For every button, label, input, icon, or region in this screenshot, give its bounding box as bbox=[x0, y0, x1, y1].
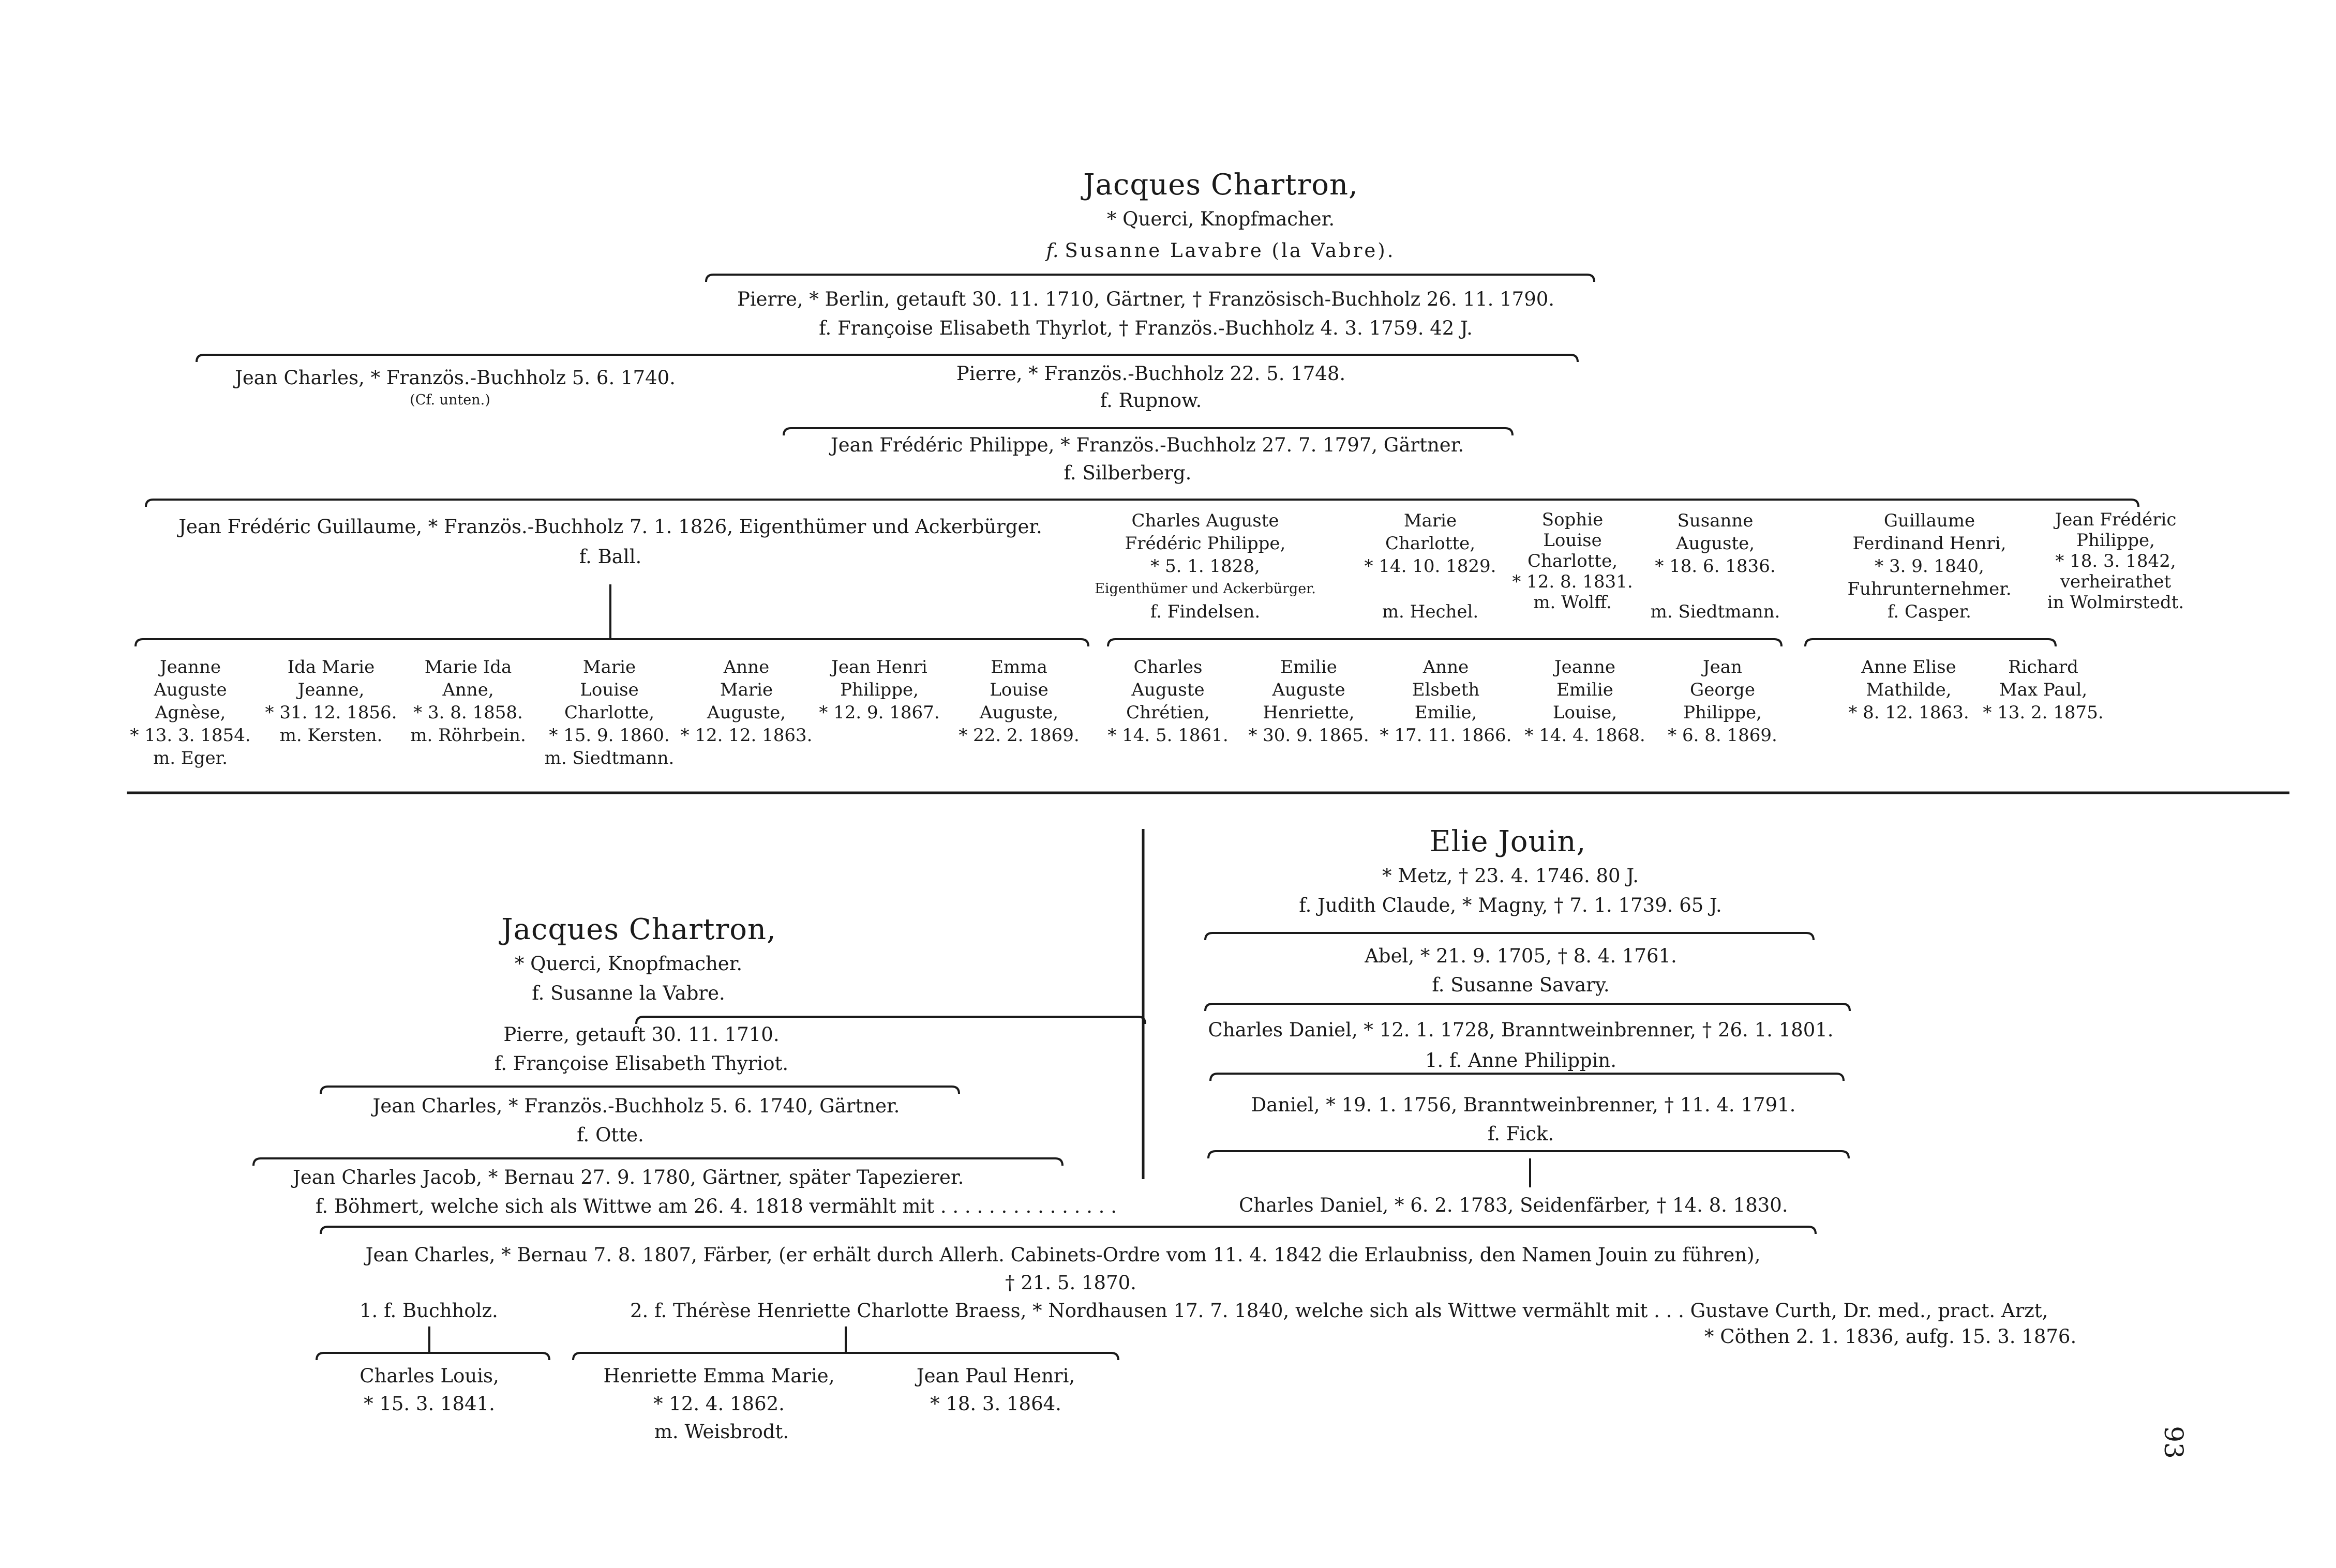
right-root-birth: * Metz, † 23. 4. 1746. 80 J. bbox=[1382, 865, 1639, 887]
brace-left-jc bbox=[253, 1158, 1062, 1166]
brace-buchholz-child bbox=[317, 1353, 549, 1360]
jfp-line: Jean Frédéric Philippe, * Französ.-Buchholz 27. 7. 1797, Gärtner. bbox=[830, 434, 1464, 456]
jfp-spouse: f. Silberberg. bbox=[1064, 462, 1192, 484]
left-jc-spouse: f. Otte. bbox=[577, 1124, 644, 1146]
right-root-name: Elie Jouin, bbox=[1429, 825, 1586, 858]
right-daniel-spouse: f. Fick. bbox=[1487, 1123, 1554, 1145]
right-cd2-line: Charles Daniel, * 6. 2. 1783, Seidenfärber, † 14. 8. 1830. bbox=[1239, 1194, 1788, 1216]
child-emma-louise: Emma Louise Auguste, * 22. 2. 1869. bbox=[959, 657, 1080, 746]
child-jean-george: Jean George Philippe, * 6. 8. 1869. bbox=[1668, 657, 1777, 746]
brace-right-root bbox=[1205, 933, 1814, 940]
sibling-jean-frederic-philippe: Jean Frédéric Philippe, * 18. 3. 1842, verheirathet in Wolmirstedt. bbox=[2047, 509, 2184, 613]
brace-right-cd bbox=[1210, 1074, 1844, 1081]
bottom-wife2-curth: * Cöthen 2. 1. 1836, aufg. 15. 3. 1876. bbox=[1704, 1325, 2077, 1348]
bottom-child-henriette-married: m. Weisbrodt. bbox=[654, 1421, 789, 1443]
jean-charles-note: (Cf. unten.) bbox=[410, 392, 490, 408]
sibling-charles-auguste: Charles Auguste Frédéric Philippe, * 5. 1. 1828, Eigenthümer und Ackerbürger. f. Findelsen. bbox=[1095, 510, 1316, 622]
left-root-name: Jacques Chartron, bbox=[501, 913, 776, 946]
child-emilie-auguste: Emilie Auguste Henriette, * 30. 9. 1865. bbox=[1248, 657, 1369, 746]
bottom-child-henriette-birth: * 12. 4. 1862. bbox=[653, 1393, 785, 1415]
sibling-marie-charlotte: Marie Charlotte, * 14. 10. 1829. m. Hechel. bbox=[1364, 510, 1496, 622]
brace-jfg-children bbox=[136, 639, 1088, 646]
left-jcj-spouse: f. Böhmert, welche sich als Wittwe am 26. 4. 1818 vermählt mit . . . . . . . . . . . . . . . bbox=[316, 1195, 1117, 1217]
bottom-wife1: 1. f. Buchholz. bbox=[360, 1300, 498, 1322]
brace-left-pierre bbox=[321, 1087, 959, 1094]
sibling-sophie-louise: Sophie Louise Charlotte, * 12. 8. 1831. m. Wolff. bbox=[1512, 509, 1633, 613]
bottom-child-jean-paul-birth: * 18. 3. 1864. bbox=[930, 1393, 1061, 1415]
brace-gfh-children bbox=[1805, 639, 2056, 646]
left-root-spouse: f. Susanne la Vabre. bbox=[532, 982, 725, 1004]
brace-jfp bbox=[146, 500, 2138, 507]
left-jc-line: Jean Charles, * Französ.-Buchholz 5. 6. 1740, Gärtner. bbox=[372, 1095, 900, 1117]
brace-pierre bbox=[197, 355, 1578, 362]
bottom-child-jean-paul: Jean Paul Henri, bbox=[916, 1365, 1075, 1387]
brace-left-root bbox=[636, 1017, 1145, 1024]
right-root-spouse: f. Judith Claude, * Magny, † 7. 1. 1739. 65 J. bbox=[1299, 894, 1722, 916]
right-abel-spouse: f. Susanne Savary. bbox=[1432, 974, 1610, 996]
bottom-jc-line: Jean Charles, * Bernau 7. 8. 1807, Färber, (er erhält durch Allerh. Cabinets-Ordre vom 11. 4. 1842 die Erlaubniss, den Namen Jouin zu führen), bbox=[365, 1244, 1761, 1266]
child-jeanne-emilie: Jeanne Emilie Louise, * 14. 4. 1868. bbox=[1524, 657, 1645, 746]
bottom-jc-death: † 21. 5. 1870. bbox=[1005, 1272, 1136, 1294]
left-root-birth: * Querci, Knopfmacher. bbox=[514, 953, 743, 975]
child-marie-ida: Marie Ida Anne, * 3. 8. 1858. m. Röhrbein. bbox=[410, 657, 526, 746]
bottom-child-charles-louis: Charles Louis, bbox=[360, 1365, 499, 1387]
jean-charles-line: Jean Charles, * Französ.-Buchholz 5. 6. 1740. bbox=[235, 367, 676, 389]
right-cd-line: Charles Daniel, * 12. 1. 1728, Branntweinbrenner, † 26. 1. 1801. bbox=[1208, 1019, 1834, 1041]
child-marie-louise: Marie Louise Charlotte, * 15. 9. 1860. m. Siedtmann. bbox=[544, 657, 675, 768]
page-number: 93 bbox=[2158, 1426, 2189, 1459]
sibling-susanne-auguste: Susanne Auguste, * 18. 6. 1836. m. Siedtmann. bbox=[1650, 510, 1780, 622]
child-anne-elise: Anne Elise Mathilde, * 8. 12. 1863. bbox=[1848, 657, 1969, 723]
child-richard-max: Richard Max Paul, * 13. 2. 1875. bbox=[1983, 657, 2104, 723]
child-jeanne-auguste: Jeanne Auguste Agnèse, * 13. 3. 1854. m. Eger. bbox=[130, 657, 251, 768]
bottom-child-charles-louis-birth: * 15. 3. 1841. bbox=[364, 1393, 495, 1415]
jfg-line: Jean Frédéric Guillaume, * Französ.-Buchholz 7. 1. 1826, Eigenthümer und Ackerbürger. bbox=[178, 516, 1042, 538]
bottom-wife2: 2. f. Thérèse Henriette Charlotte Braess, * Nordhausen 17. 7. 1840, welche sich als Wittwe vermählt mit . . . Gustave Curth, Dr. med., pract. Arzt, bbox=[630, 1300, 2048, 1322]
pierre2-spouse: f. Rupnow. bbox=[1100, 389, 1202, 412]
brace-right-abel bbox=[1205, 1004, 1850, 1011]
root-birth: * Querci, Knopfmacher. bbox=[1106, 208, 1335, 230]
pierre-line: Pierre, * Berlin, getauft 30. 11. 1710, Gärtner, † Französisch-Buchholz 26. 11. 1790. bbox=[737, 288, 1555, 310]
right-daniel-line: Daniel, * 19. 1. 1756, Branntweinbrenner, † 11. 4. 1791. bbox=[1251, 1094, 1796, 1116]
child-ida-marie: Ida Marie Jeanne, * 31. 12. 1856. m. Kersten. bbox=[265, 657, 397, 746]
bottom-child-henriette: Henriette Emma Marie, bbox=[603, 1365, 835, 1387]
brace-root bbox=[706, 275, 1594, 282]
left-jcj-line: Jean Charles Jacob, * Bernau 27. 9. 1780, Gärtner, später Tapezierer. bbox=[293, 1166, 964, 1188]
brace-bottom-jc bbox=[321, 1227, 1816, 1234]
pierre-spouse: f. Françoise Elisabeth Thyrlot, † Französ.-Buchholz 4. 3. 1759. 42 J. bbox=[819, 317, 1473, 339]
brace-braess-children bbox=[573, 1353, 1118, 1360]
root-spouse: f. Susanne Lavabre (la Vabre). bbox=[1046, 239, 1396, 262]
child-charles-auguste: Charles Auguste Chrétien, * 14. 5. 1861. bbox=[1107, 657, 1229, 746]
left-pierre-spouse: f. Françoise Elisabeth Thyriot. bbox=[494, 1052, 789, 1075]
sibling-guillaume-ferdinand: Guillaume Ferdinand Henri, * 3. 9. 1840, Fuhrunternehmer. f. Casper. bbox=[1847, 510, 2012, 622]
child-anne-marie: Anne Marie Auguste, * 12. 12. 1863. bbox=[680, 657, 813, 746]
pierre2-line: Pierre, * Französ.-Buchholz 22. 5. 1748. bbox=[956, 363, 1346, 385]
child-jean-henri: Jean Henri Philippe, * 12. 9. 1867. bbox=[819, 657, 940, 723]
brace-cafp-children bbox=[1108, 639, 1781, 646]
right-abel-line: Abel, * 21. 9. 1705, † 8. 4. 1761. bbox=[1365, 945, 1677, 967]
brace-right-daniel bbox=[1208, 1151, 1849, 1158]
jfg-spouse: f. Ball. bbox=[579, 546, 642, 568]
child-anne-elsbeth: Anne Elsbeth Emilie, * 17. 11. 1866. bbox=[1380, 657, 1512, 746]
right-cd-spouse: 1. f. Anne Philippin. bbox=[1425, 1049, 1617, 1072]
left-pierre-line: Pierre, getauft 30. 11. 1710. bbox=[503, 1023, 780, 1046]
root-name: Jacques Chartron, bbox=[1083, 168, 1358, 202]
